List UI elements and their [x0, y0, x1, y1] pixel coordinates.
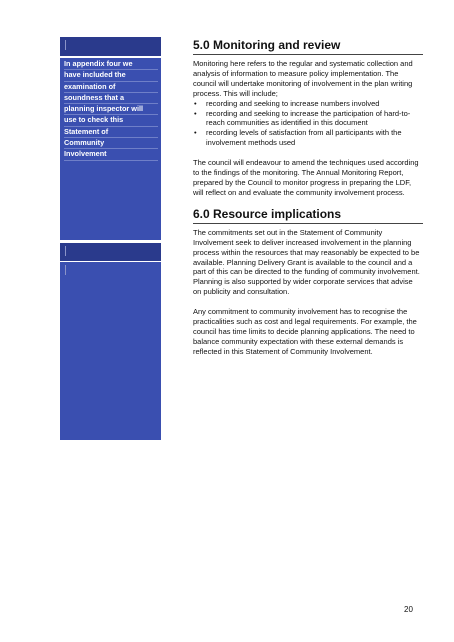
- sidebar-callout-line: use to check this: [64, 115, 158, 126]
- section-paragraph: Any commitment to community involvement has to recognise the practicalities such as cost and legal requirements. For example, the council has time limits to decide planning applications. The need to balance community expectation with these external demands is reflected in this Statement of Community Involvement.: [193, 307, 417, 356]
- sidebar-callout-line: soundness that a: [64, 93, 158, 104]
- sidebar-tick-mark: [65, 265, 66, 275]
- section-heading: 5.0 Monitoring and review: [193, 37, 423, 55]
- bullet-list: [193, 99, 423, 149]
- sidebar-callout-line: Involvement: [64, 149, 158, 160]
- section-heading: 6.0 Resource implications: [193, 206, 423, 224]
- section-intro: Monitoring here refers to the regular and systematic collection and analysis of information to measure policy implementation. The council will undertake monitoring of involvement in the plan writing process. This will include;: [193, 59, 413, 98]
- sidebar-callout-text: [64, 59, 158, 161]
- sidebar-callout-line: In appendix four we: [64, 59, 158, 70]
- sidebar-header-band-2: [60, 243, 161, 261]
- section-monitoring: [193, 37, 423, 198]
- bullet-item: • recording and seeking to increase numbers involved: [193, 99, 423, 109]
- sidebar-tick-mark: [65, 246, 66, 256]
- section-closing: The council will endeavour to amend the techniques used according to the findings of the monitoring. The Annual Monitoring Report, prepared by the Council to monitor progress in preparing the LDF, will reflect on and evaluate the community involvement process.: [193, 158, 419, 197]
- sidebar-callout-line: planning inspector will: [64, 104, 158, 115]
- sidebar-callout-line: examination of: [64, 82, 158, 93]
- page-number: 20: [404, 605, 413, 614]
- sidebar-header-band: [60, 37, 161, 56]
- main-content: [193, 37, 423, 357]
- sidebar-callout-line: Community: [64, 138, 158, 149]
- bullet-item: • recording and seeking to increase the participation of hard-to-reach communities as identified in this document: [193, 109, 423, 129]
- sidebar-callout-line: have included the: [64, 70, 158, 81]
- section-paragraph: The commitments set out in the Statement of Community Involvement seek to deliver increased involvement in the planning process within the resources that may reasonably be expected to be available. Planning Delivery Grant is available to the council and a part of this can be directed to the funding of community involvement. Planning is also supported by wider corporate services that advise on publicity and consultation.: [193, 227, 420, 297]
- section-resources: [193, 206, 423, 357]
- sidebar-callout-line: Statement of: [64, 127, 158, 138]
- sidebar-callout-panel: [60, 58, 161, 240]
- bullet-item: • recording levels of satisfaction from all participants with the involvement methods used: [193, 128, 423, 148]
- sidebar-tick-mark: [65, 40, 66, 50]
- sidebar-panel-2: [60, 262, 161, 440]
